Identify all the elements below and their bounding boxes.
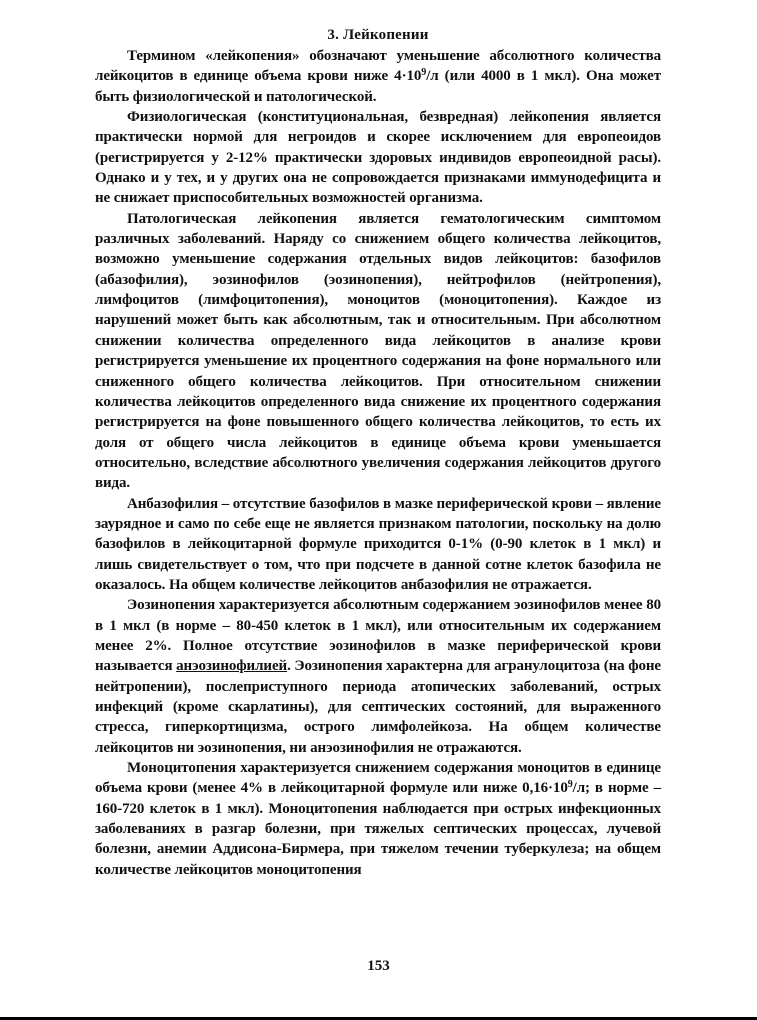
paragraph-definition-text-end: /л (или 4000 в 1 мкл). Она может быть физиологической и патологической.: [95, 68, 661, 105]
paragraph-anbasophilia: Анбазофилия – отсутствие базофилов в мазке периферической крови – явление заурядное и само по себе еще не является признаком патологии, поскольку на долю базофилов в лейкоцитарной формуле приходится 0-1% (0-90 клеток в 1 мкл) и лишь свидетельствует о том, что при подсчете в данной сотне клеток базофила не оказалось. На общем количестве лейкоцитов анбазофилия не отражается.: [95, 495, 661, 593]
exponent: 9: [421, 67, 427, 79]
paragraph-physiological: Физиологическая (конституциональная, безвредная) лейкопения является практически нормой для негроидов и скорее исключением для европеоидов (регистрируется у 2-12% практически здоровых индивидов европеоидной расы). Однако и у тех, и у других она не сопровождается признаками иммунодефицита и не снижает приспособительных возможностей организма.: [95, 109, 661, 207]
underlined-term: анэозинофилией: [176, 658, 288, 675]
paragraph-monocytopenia-text-start: Моноцитопения характеризуется снижением содержания моноцитов в единице объема крови (менее 4% в лейкоцитарной формуле или ниже 0,16·10: [95, 760, 661, 797]
page-content: [95, 26, 661, 880]
paragraph-eosinopenia-text-end: . Эозинопения характерна для агранулоцитоза (на фоне нейтропении), послеприступного периода атопических заболеваний, острых инфекций (кроме скарлатины), для септических состояний, для выраженного стресса, гиперкортицизма, острого лимфолейкоза. На общем количестве лейкоцитов ни эозинопения, ни анэозинофилия не отражаются.: [95, 658, 661, 756]
section-heading: 3. Лейкопении: [327, 27, 429, 43]
exponent: 9: [567, 779, 573, 791]
paragraph-monocytopenia-text-end: /л; в норме – 160-720 клеток в 1 мкл). Моноцитопения наблюдается при острых инфекционных заболеваниях в разгар болезни, при тяжелых септических процессах, лучевой болезни, анемии Аддисона-Бирмера, при тяжелом течении туберкулеза; на общем количестве лейкоцитов моноцитопения: [95, 780, 661, 878]
paragraph-monocytopenia: [95, 758, 661, 880]
paragraph-eosinopenia-text-start: Эозинопения характеризуется абсолютным содержанием эозинофилов менее 80 в 1 мкл (в норме – 80-450 клеток в 1 мкл), или относительным их содержанием менее 2%. Полное отсутствие эозинофилов в мазке периферической крови называется: [95, 597, 661, 675]
paragraph-definition: [95, 46, 661, 107]
page-number: 153: [367, 958, 390, 974]
paragraph-pathological: Патологическая лейкопения является гематологическим симптомом различных заболеваний. Наряду со снижением общего количества лейкоцитов, возможно уменьшение содержания отдельных видов лейкоцитов: базофилов (абазофилия), эозинофилов (эозинопения), нейтрофилов (нейтропения), лимфоцитов (лимфоцитопения), моноцитов (моноцитопения). Каждое из нарушений может быть как абсолютным, так и относительным. При абсолютном снижении количества определенного вида лейкоцитов в анализе крови регистрируется уменьшение их процентного содержания на фоне нормального или сниженного общего количества лейкоцитов. При относительном снижении количества лейкоцитов определенного вида снижение их процентного содержания регистрируется на фоне повышенного общего количества лейкоцитов, то есть их доля от общего числа лейкоцитов в единице объема крови уменьшается относительно, вследствие абсолютного увеличения содержания лейкоцитов другого вида.: [95, 210, 661, 492]
paragraph-definition-text-start: Термином «лейкопения» обозначают уменьшение абсолютного количества лейкоцитов в единице объема крови ниже 4·10: [95, 48, 661, 85]
paragraph-eosinopenia: [95, 595, 661, 758]
